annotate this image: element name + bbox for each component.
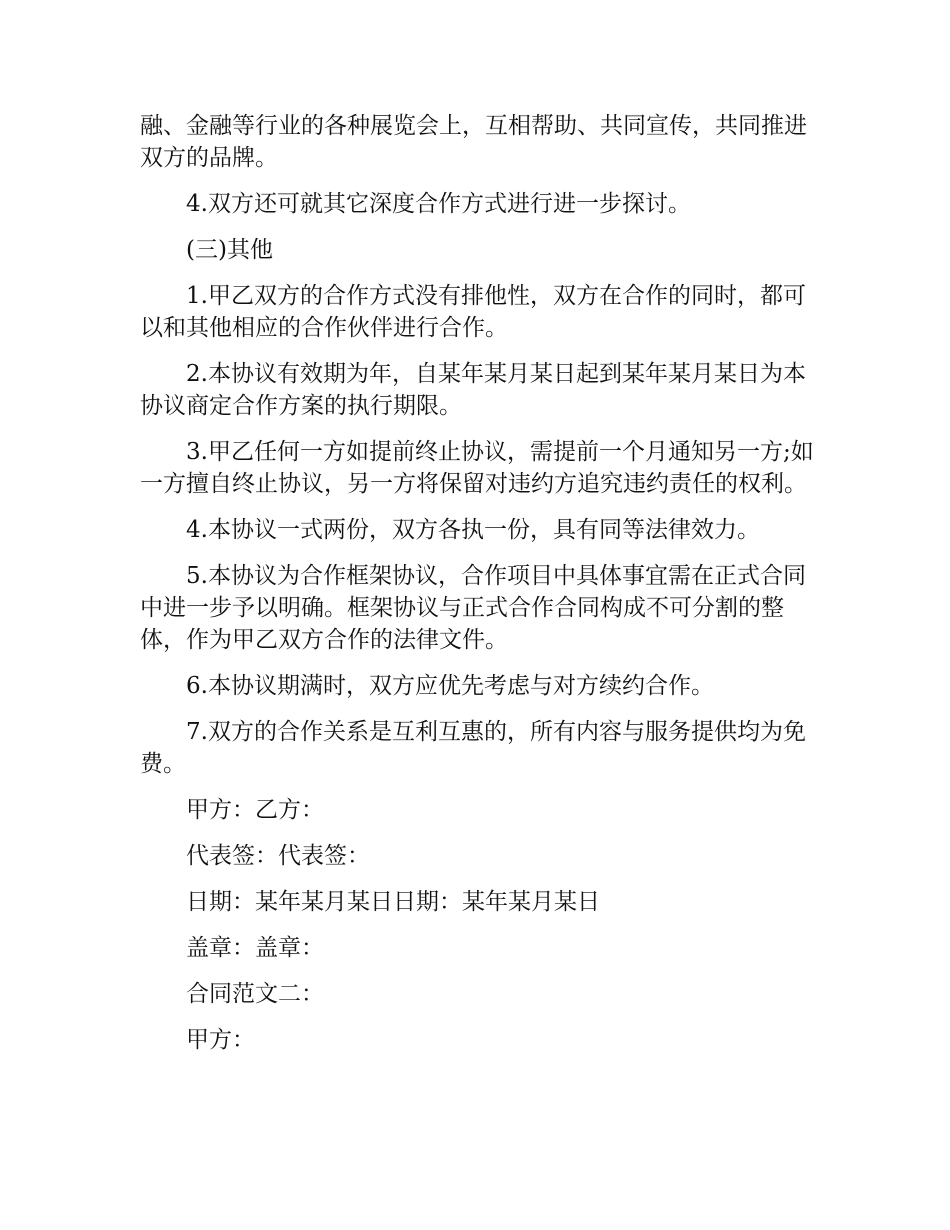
signature-seals: 盖章：盖章： bbox=[186, 935, 324, 961]
section-heading-other: (三)其他 bbox=[186, 237, 273, 263]
signature-dates: 日期：某年某月某日日期：某年某月某日 bbox=[186, 889, 600, 915]
paragraph-item-4-copies: 4.本协议一式两份，双方各执一份，具有同等法律效力。 bbox=[186, 517, 760, 543]
paragraph-item-1-nonexclusive: 1.甲乙双方的合作方式没有排他性，双方在合作的同时，都可以和其他相应的合作伙伴进行合作。 bbox=[140, 283, 806, 341]
paragraph-item-2-validity: 2.本协议有效期为年，自某年某月某日起到某年某月某日为本协议商定合作方案的执行期限。 bbox=[140, 361, 806, 419]
document-page bbox=[140, 110, 820, 1070]
next-contract-title: 合同范文二： bbox=[186, 981, 324, 1007]
paragraph-item-3-termination: 3.甲乙任何一方如提前终止协议，需提前一个月通知另一方;如一方擅自终止协议，另一方将保留对违约方追究违约责任的权利。 bbox=[140, 439, 814, 497]
next-contract-party-a: 甲方： bbox=[186, 1027, 255, 1053]
paragraph-continuation: 融、金融等行业的各种展览会上，互相帮助、共同宣传，共同推进双方的品牌。 bbox=[140, 113, 807, 171]
paragraph-item-7-free: 7.双方的合作关系是互利互惠的，所有内容与服务提供均为免费。 bbox=[140, 719, 806, 777]
paragraph-item-5-framework: 5.本协议为合作框架协议，合作项目中具体事宜需在正式合同中进一步予以明确。框架协议与正式合作合同构成不可分割的整体，作为甲乙双方合作的法律文件。 bbox=[140, 563, 806, 653]
signature-representatives: 代表签：代表签： bbox=[186, 843, 370, 869]
paragraph-item-4-discussion: 4.双方还可就其它深度合作方式进行进一步探讨。 bbox=[186, 191, 691, 217]
signature-parties: 甲方：乙方： bbox=[186, 797, 324, 823]
paragraph-item-6-renewal: 6.本协议期满时，双方应优先考虑与对方续约合作。 bbox=[186, 673, 714, 699]
